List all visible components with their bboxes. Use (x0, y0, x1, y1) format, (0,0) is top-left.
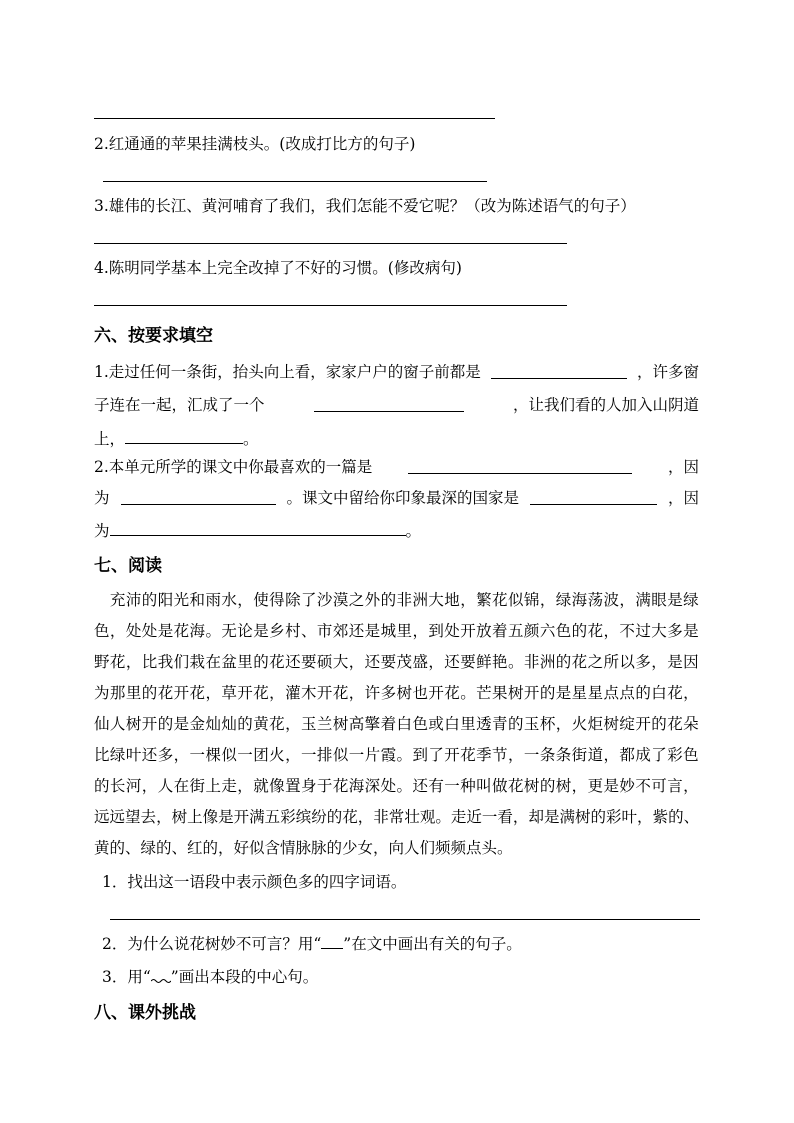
answer-line[interactable] (94, 118, 495, 119)
answer-line[interactable] (110, 919, 700, 920)
passage-line: 黄的、绿的、红的，好似含情脉脉的少女，向人们频频点头。 (94, 839, 513, 857)
fill-row (94, 457, 699, 477)
question-text: 3.雄伟的长江、黄河哺育了我们，我们怎能不爱它呢？（改为陈述语气的句子） (94, 197, 636, 215)
answer-line[interactable] (94, 243, 567, 244)
fill-text: 子连在一起，汇成了一个 (94, 396, 265, 414)
fill-text: 上， (94, 430, 126, 448)
fill-blank[interactable] (125, 427, 243, 444)
reading-question (102, 934, 522, 954)
fill-text: ，因 (667, 458, 699, 476)
passage-line: 充 沛 的 阳 光 和 雨 水 ， 使 得 除 了 沙 漠 之 外 的 非 洲 大 地 ， 繁 花 似 锦 ， 绿 海 荡 波 ， 满 眼 是 绿 (109, 591, 699, 609)
fill-blank[interactable] (530, 488, 657, 505)
fill-blank[interactable] (491, 362, 627, 379)
fill-row (94, 427, 259, 449)
passage-line: 色 ， 处 处 是 花 海 。 无 论 是 乡 村 、 市 郊 还 是 城 里 ， 到 处 开 放 着 五 颜 六 色 的 花 ， 不 过 大 多 是 (94, 622, 699, 640)
underline-mark-icon (321, 936, 343, 949)
question-text: ”在文中画出有关的句子。 (343, 935, 522, 953)
fill-text: ，因 (667, 489, 699, 507)
fill-text: ，让我们看的人加入山阴道 (512, 396, 699, 414)
fill-text: 。 (243, 430, 259, 448)
fill-text: 1.走过任何一条街，抬头向上看，家家户户的窗子前都是 (94, 363, 481, 381)
fill-text: 为 (94, 489, 110, 507)
passage-line: 比 绿 叶 还 多 ， 一 棵 似 一 团 火 ， 一 排 似 一 片 霞 。 到 了 开 花 季 节 ， 一 条 条 街 道 ， 都 成 了 彩 色 (94, 746, 699, 764)
passage-line: 的 长 河 ， 人 在 街 上 走 ， 就 像 置 身 于 花 海 深 处 。 还 有 一 种 叫 做 花 树 的 树 ， 更 是 妙 不 可 言 ， (94, 777, 699, 795)
passage-line: 野 花 ， 比 我 们 栽 在 盆 里 的 花 还 要 硕 大 ， 还 要 茂 盛 ， 还 要 鲜 艳 。 非 洲 的 花 之 所 以 多 ， 是 因 (94, 653, 699, 671)
fill-text: 。 (405, 522, 422, 540)
question-text: ”画出本段的中心句。 (170, 968, 319, 986)
fill-row (94, 519, 421, 541)
fill-blank[interactable] (110, 519, 406, 536)
fill-row (94, 362, 699, 382)
fill-blank[interactable] (314, 395, 464, 412)
section-heading: 八、课外挑战 (94, 1003, 196, 1023)
question-text: 3．用“ (102, 968, 151, 986)
section-heading: 六、按要求填空 (94, 326, 213, 346)
wavy-underline-icon (151, 970, 171, 982)
fill-blank[interactable] (121, 488, 276, 505)
fill-text: 2.本单元所学的课文中你最喜欢的一篇是 (94, 458, 373, 476)
answer-line[interactable] (94, 305, 567, 306)
question-text: 4.陈明同学基本上完全改掉了不好的习惯。(修改病句) (94, 259, 462, 277)
reading-passage (94, 590, 699, 858)
reading-question (102, 967, 318, 987)
passage-line: 远 远 望 去 ， 树 上 像 是 开 满 五 彩 缤 纷 的 花 ， 非 常 壮 观 。 走 近 一 看 ， 却 是 满 树 的 彩 叶 ， 紫 的 、 (94, 808, 700, 826)
fill-blank[interactable] (408, 457, 632, 474)
passage-line: 为 那 里 的 花 开 花 ， 草 开 花 ， 灌 木 开 花 ， 许 多 树 也 开 花 。 芒 果 树 开 的 是 星 星 点 点 的 白 花 ， (94, 684, 699, 702)
fill-text: 为 (94, 522, 110, 540)
question-text: 2.红通通的苹果挂满枝头。(改成打比方的句子) (94, 135, 416, 153)
fill-text: 。课文中留给你印象最深的国家是 (286, 489, 519, 507)
answer-line[interactable] (103, 181, 487, 182)
section-heading: 七、阅读 (94, 556, 162, 576)
fill-text: ，许多窗 (636, 363, 699, 381)
passage-line: 仙 人 树 开 的 是 金 灿 灿 的 黄 花 ， 玉 兰 树 高 擎 着 白 色 或 白 里 透 青 的 玉 杯 ， 火 炬 树 绽 开 的 花 朵 (94, 715, 699, 733)
reading-question: 1．找出这一语段中表示颜色多的四字词语。 (102, 873, 407, 891)
fill-row (94, 395, 699, 415)
fill-row (94, 488, 699, 508)
question-text: 2．为什么说花树妙不可言？用“ (102, 935, 322, 953)
